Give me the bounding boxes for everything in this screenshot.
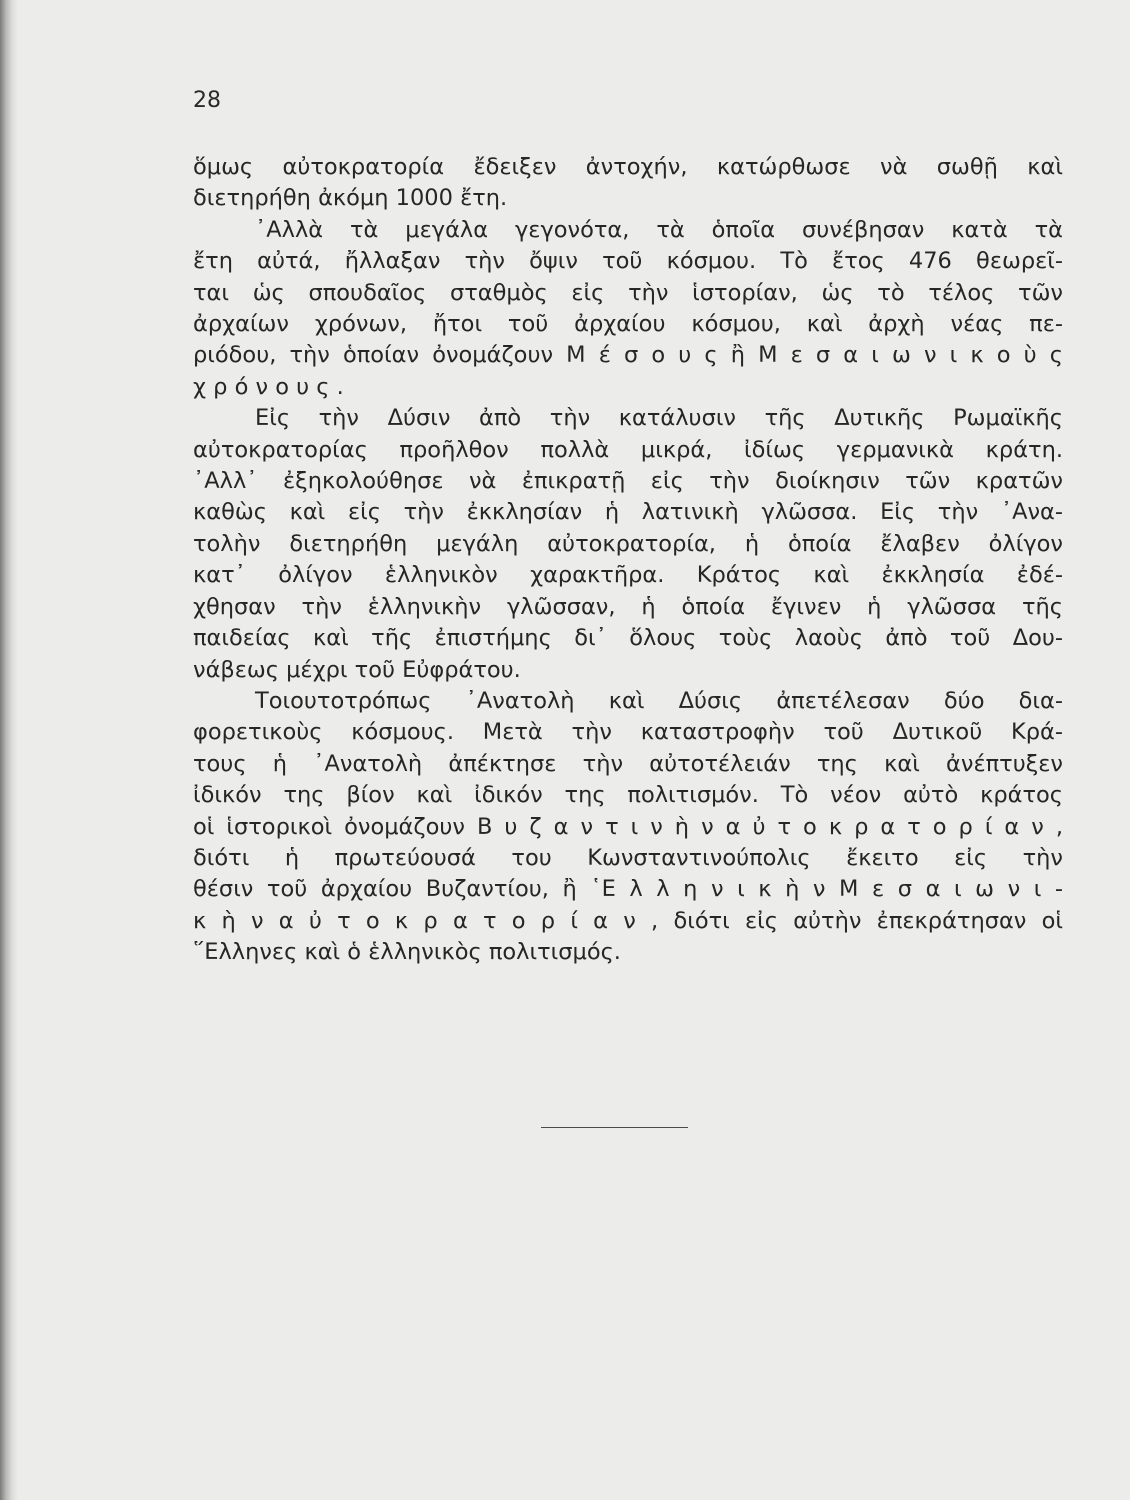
text-line: φορετικοὺς κόσμους. Μετὰ τὴν καταστροφὴν τοῦ Δυτικοῦ Κρά- [193,719,1063,746]
text-line: χ ρ ό ν ο υ ς . [193,373,344,400]
text-line: ᾿Αλλ᾿ ἐξηκολούθησε νὰ ἐπικρατῇ εἰς τὴν διοίκησιν τῶν κρατῶν [193,468,1063,495]
text-line: ἀρχαίων χρόνων, ἤτοι τοῦ ἀρχαίου κόσμου, καὶ ἀρχὴ νέας πε- [193,311,1063,338]
text-line: καθὼς καὶ εἰς τὴν ἐκκλησίαν ἡ λατινικὴ γλῶσσα. Εἰς τὴν ᾿Ανα- [193,499,1063,526]
text-line: ριόδου, τὴν ὁποίαν ὀνομάζουν Μ έ σ ο υ ς ἢ Μ ε σ α ι ω ν ι κ ο ὺ ς [193,342,1063,369]
text-line: τολὴν διετηρήθη μεγάλη αὐτοκρατορία, ἡ ὁποία ἔλαβεν ὀλίγον [193,530,1063,557]
text-line: ται ὡς σπουδαῖος σταθμὸς εἰς τὴν ἱστορίαν, ὡς τὸ τέλος τῶν [193,279,1063,306]
text-line: νάβεως μέχρι τοῦ Εὐφράτου. [193,656,521,683]
text-line: Τοιουτοτρόπως ᾿Ανατολὴ καὶ Δύσις ἀπετέλεσαν δύο δια- [255,687,1063,714]
text-line: κατ᾿ ὀλίγον ἑλληνικὸν χαρακτῆρα. Κράτος καὶ ἐκκλησία ἐδέ- [193,562,1063,589]
text-line: οἱ ἱστορικοὶ ὀνομάζουν Β υ ζ α ν τ ι ν ὴ ν α ὐ τ ο κ ρ α τ ο ρ ί α ν , [193,813,1063,840]
text-line: κ ὴ ν α ὐ τ ο κ ρ α τ ο ρ ί α ν , διότι εἰς αὐτὴν ἐπεκράτησαν οἱ [193,907,1063,934]
text-line: Εἰς τὴν Δύσιν ἀπὸ τὴν κατάλυσιν τῆς Δυτικῆς Ρωμαϊκῆς [255,405,1063,432]
body-text [193,152,1063,969]
text-line: ῞Ελληνες καὶ ὁ ἑλληνικὸς πολιτισμός. [193,939,621,966]
text-line: χθησαν τὴν ἑλληνικὴν γλῶσσαν, ἡ ὁποία ἔγινεν ἡ γλῶσσα τῆς [193,593,1063,620]
text-line: αὐτοκρατορίας προῆλθον πολλὰ μικρά, ἰδίως γερμανικὰ κράτη. [193,436,1063,463]
text-line: διετηρήθη ἀκόμη 1000 ἔτη. [193,185,508,212]
text-line: τους ἡ ᾿Ανατολὴ ἀπέκτησε τὴν αὐτοτέλειάν της καὶ ἀνέπτυξεν [193,750,1063,777]
page-number: 28 [193,88,221,113]
text-line: ἔτη αὐτά, ἤλλαξαν τὴν ὄψιν τοῦ κόσμου. Τὸ ἔτος 476 θεωρεῖ- [193,248,1063,275]
text-line: διότι ἡ πρωτεύουσά του Κωνσταντινούπολις ἔκειτο εἰς τὴν [193,844,1063,871]
text-line: ἰδικόν της βίον καὶ ἰδικόν της πολιτισμόν. Τὸ νέον αὐτὸ κράτος [193,782,1063,809]
text-line: ᾿Αλλὰ τὰ μεγάλα γεγονότα, τὰ ὁποῖα συνέβησαν κατὰ τὰ [255,216,1063,243]
page-edge-shadow [0,0,18,1500]
text-line: θέσιν τοῦ ἀρχαίου Βυζαντίου, ἢ ῾Ε λ λ η ν ι κ ὴ ν Μ ε σ α ι ω ν ι - [193,876,1063,903]
text-line: ὅμως αὐτοκρατορία ἔδειξεν ἀντοχήν, κατώρθωσε νὰ σωθῇ καὶ [193,154,1063,180]
text-line: παιδείας καὶ τῆς ἐπιστήμης δι᾿ ὅλους τοὺς λαοὺς ἀπὸ τοῦ Δου- [193,625,1063,652]
section-divider [541,1127,688,1128]
